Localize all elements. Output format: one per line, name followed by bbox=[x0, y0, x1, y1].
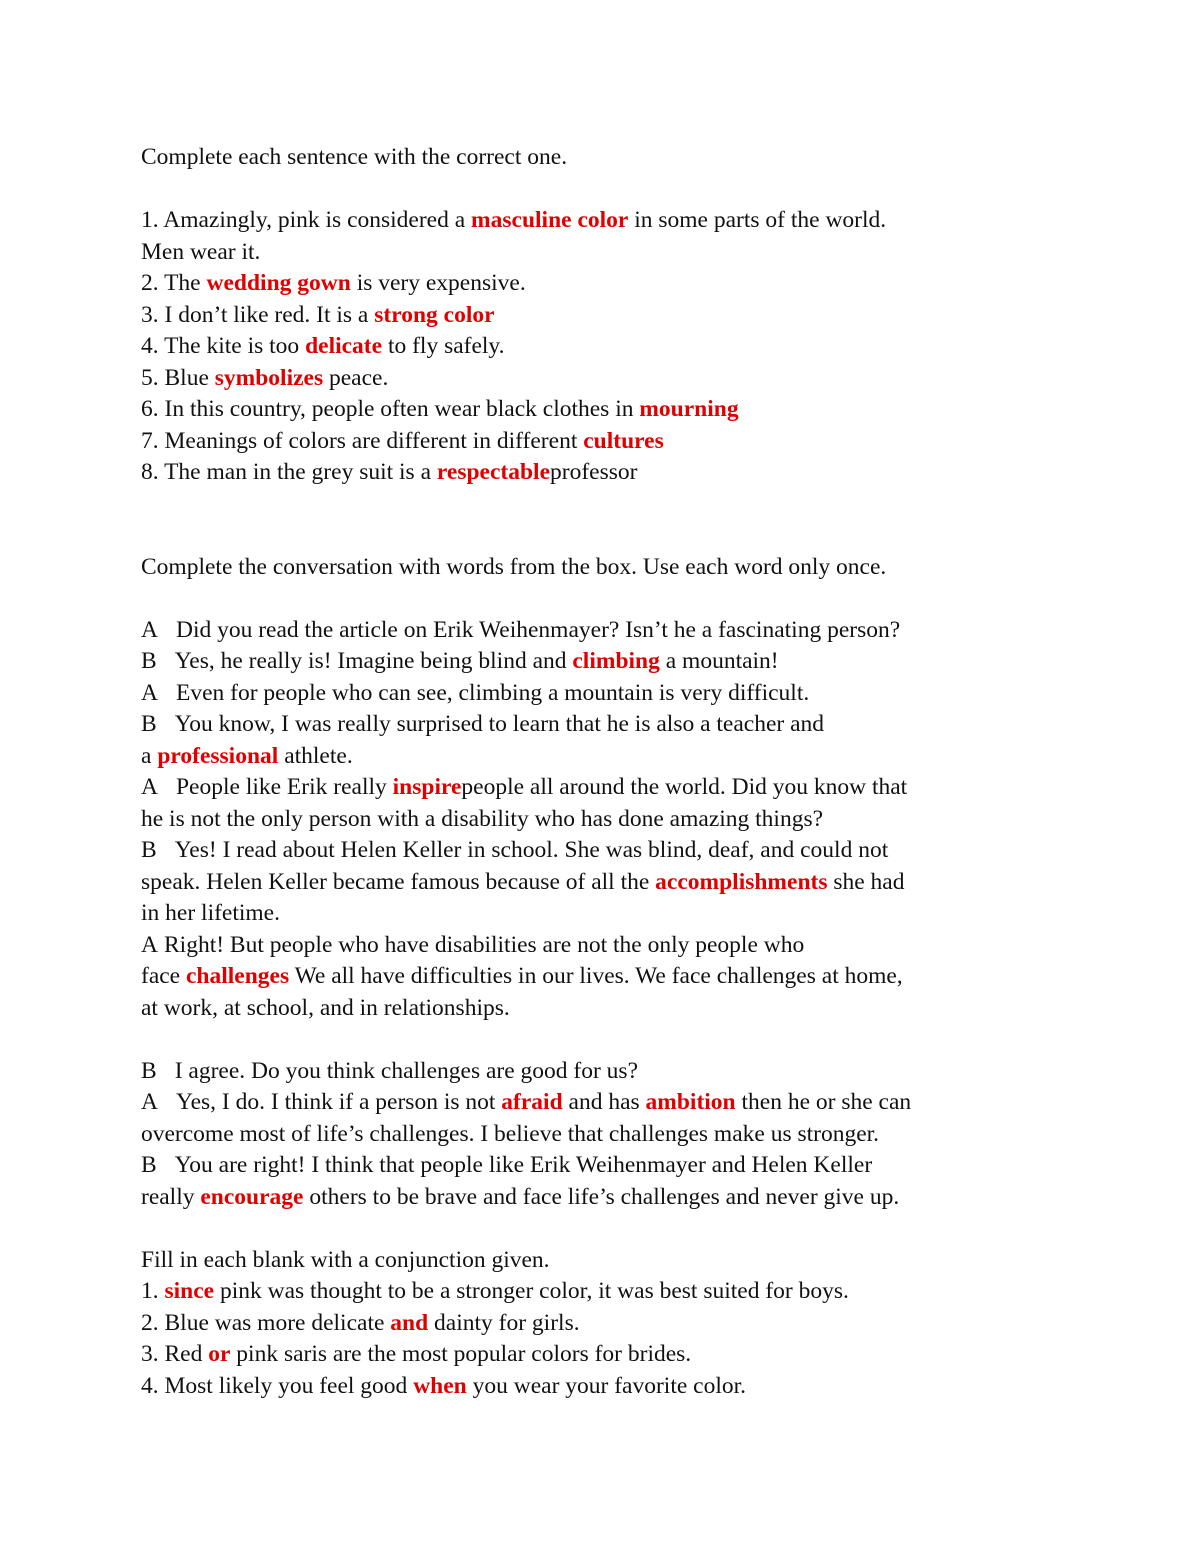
conversation-line: B Yes, he really is! Imagine being blind and climbing a mountain! bbox=[141, 648, 779, 674]
s3-item-3: 3. Red or pink saris are the most popular colors for brides. bbox=[141, 1341, 692, 1367]
answer-word: strong color bbox=[374, 301, 495, 328]
document-body bbox=[141, 142, 1061, 1402]
section1-instruction: Complete each sentence with the correct one. bbox=[141, 144, 568, 170]
answer-word: ambition bbox=[645, 1089, 736, 1115]
s3-item-4: 4. Most likely you feel good when you wear your favorite color. bbox=[141, 1372, 747, 1399]
answer-word: when bbox=[413, 1372, 467, 1399]
answer-word: or bbox=[208, 1341, 231, 1367]
conversation-line-cont: face challenges We all have difficulties in our lives. We face challenges at home, bbox=[141, 963, 903, 989]
answer-word: wedding gown bbox=[206, 270, 351, 296]
answer-word: accomplishments bbox=[655, 868, 828, 895]
conversation-line: B You know, I was really surprised to learn that he is also a teacher and bbox=[141, 711, 825, 737]
conversation-line-cont: overcome most of life’s challenges. I believe that challenges make us stronger. bbox=[141, 1120, 880, 1147]
conversation-line-cont: at work, at school, and in relationships. bbox=[141, 994, 510, 1021]
conversation-line: B I agree. Do you think challenges are good for us? bbox=[141, 1057, 638, 1084]
s3-item-1: 1. since pink was thought to be a stronger color, it was best suited for boys. bbox=[141, 1278, 849, 1304]
conversation-line: A Right! But people who have disabilities are not the only people who bbox=[141, 931, 805, 958]
s1-item-1-cont: Men wear it. bbox=[141, 238, 261, 265]
s1-item-2: 2. The wedding gown is very expensive. bbox=[141, 270, 526, 296]
section2-instruction: Complete the conversation with words from the box. Use each word only once. bbox=[141, 553, 887, 580]
s1-item-1: 1. Amazingly, pink is considered a masculine color in some parts of the world. bbox=[141, 207, 887, 233]
answer-word: mourning bbox=[639, 396, 739, 422]
conversation-line: A Even for people who can see, climbing a mountain is very difficult. bbox=[141, 679, 810, 706]
s1-item-7: 7. Meanings of colors are different in different cultures bbox=[141, 427, 664, 454]
s1-item-5: 5. Blue symbolizes peace. bbox=[141, 364, 389, 391]
conversation-line: B You are right! I think that people like Erik Weihenmayer and Helen Keller bbox=[141, 1152, 873, 1178]
answer-word: climbing bbox=[572, 648, 660, 674]
s3-item-2: 2. Blue was more delicate and dainty for girls. bbox=[141, 1309, 580, 1336]
s1-item-3: 3. I don’t like red. It is a strong color bbox=[141, 301, 495, 328]
answer-word: respectable bbox=[436, 459, 551, 485]
s1-item-6: 6. In this country, people often wear black clothes in mourning bbox=[141, 396, 739, 422]
section3-instruction: Fill in each blank with a conjunction given. bbox=[141, 1246, 550, 1273]
conversation-line: B Yes! I read about Helen Keller in school. She was blind, deaf, and could not bbox=[141, 837, 889, 863]
conversation-line-cont: in her lifetime. bbox=[141, 900, 280, 926]
answer-word: afraid bbox=[501, 1089, 563, 1115]
conversation-line-cont: really encourage others to be brave and face life’s challenges and never give up. bbox=[141, 1183, 900, 1210]
answer-word: symbolizes bbox=[214, 364, 324, 391]
conversation-line: A Did you read the article on Erik Weihenmayer? Isn’t he a fascinating person? bbox=[141, 616, 901, 643]
conversation-line-cont: speak. Helen Keller became famous because of all the accomplishments she had bbox=[141, 868, 905, 895]
conversation-line: A People like Erik really inspirepeople all around the world. Did you know that bbox=[141, 774, 908, 800]
answer-word: and bbox=[390, 1309, 429, 1336]
answer-word: challenges bbox=[186, 963, 290, 989]
answer-word: delicate bbox=[305, 333, 383, 359]
answer-word: cultures bbox=[583, 427, 664, 454]
s1-item-8: 8. The man in the grey suit is a respectableprofessor bbox=[141, 459, 638, 485]
answer-word: inspire bbox=[392, 774, 462, 800]
conversation-line-cont: a professional athlete. bbox=[141, 742, 353, 769]
s1-item-4: 4. The kite is too delicate to fly safely. bbox=[141, 333, 505, 359]
answer-word: masculine color bbox=[471, 207, 629, 233]
conversation-line-cont: he is not the only person with a disability who has done amazing things? bbox=[141, 805, 824, 832]
answer-word: professional bbox=[157, 742, 279, 769]
answer-word: since bbox=[164, 1278, 215, 1304]
answer-word: encourage bbox=[200, 1183, 304, 1210]
conversation-line: A Yes, I do. I think if a person is not afraid and has ambition then he or she can bbox=[141, 1089, 912, 1115]
